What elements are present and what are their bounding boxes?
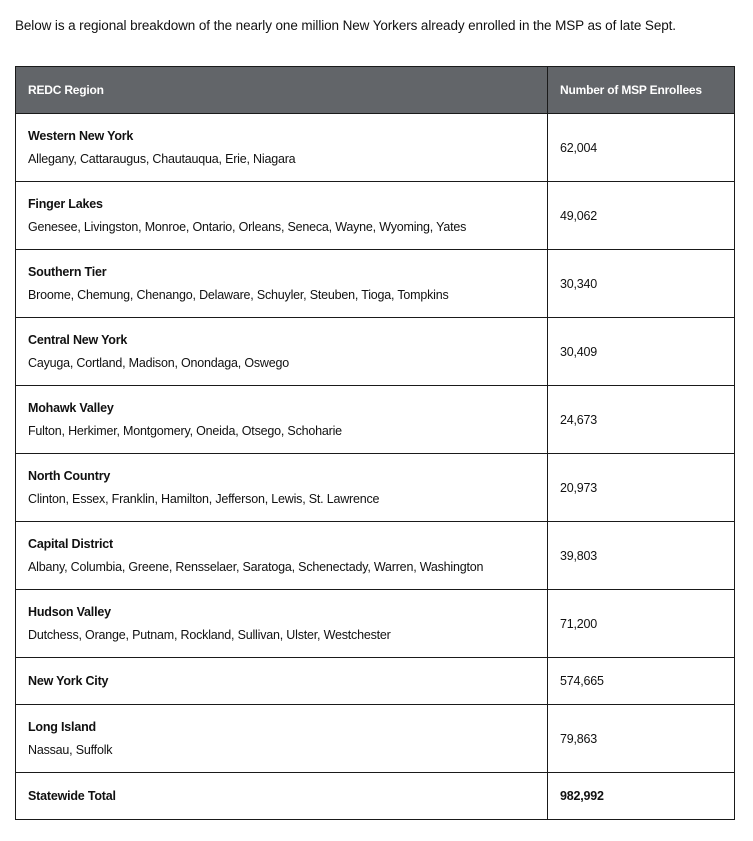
region-cell [16,454,548,522]
enrollees-cell [548,250,735,318]
table-row [16,386,735,454]
enrollees-cell [548,454,735,522]
region-counties: Fulton, Herkimer, Montgomery, Oneida, Otsego, Schoharie [28,424,342,438]
enrollee-count: 20,973 [560,480,598,495]
enrollee-count: 71,200 [560,616,598,631]
intro-paragraph: Below is a regional breakdown of the nearly one million New Yorkers already enrolled in the MSP as of late Sept. [15,18,676,33]
region-name: New York City [28,674,109,688]
table-row [16,318,735,386]
region-cell [16,250,548,318]
enrollee-count: 30,340 [560,276,598,291]
region-counties: Allegany, Cattaraugus, Chautauqua, Erie, Niagara [28,152,296,166]
header-redc-region: REDC Region [16,67,548,114]
region-cell [16,182,548,250]
enrollees-cell [548,590,735,658]
region-counties: Broome, Chemung, Chenango, Delaware, Schuyler, Steuben, Tioga, Tompkins [28,288,449,302]
total-label-cell [16,773,548,820]
enrollee-count: 39,803 [560,548,598,563]
region-cell [16,318,548,386]
region-counties: Dutchess, Orange, Putnam, Rockland, Sullivan, Ulster, Westchester [28,628,391,642]
enrollees-cell [548,705,735,773]
table-row [16,454,735,522]
table-row [16,182,735,250]
table-row [16,250,735,318]
table-row [16,522,735,590]
enrollee-count: 24,673 [560,412,598,427]
enrollees-cell [548,386,735,454]
region-cell [16,522,548,590]
enrollee-count: 79,863 [560,731,598,746]
total-row [16,773,735,820]
region-cell [16,658,548,705]
table-header-row [16,67,735,114]
region-counties: Albany, Columbia, Greene, Rensselaer, Saratoga, Schenectady, Warren, Washington [28,560,484,574]
region-name: Central New York [28,333,128,347]
region-cell [16,590,548,658]
region-cell [16,114,548,182]
region-name: Western New York [28,129,134,143]
enrollee-count: 49,062 [560,208,598,223]
region-counties: Nassau, Suffolk [28,743,113,757]
region-counties: Clinton, Essex, Franklin, Hamilton, Jefferson, Lewis, St. Lawrence [28,492,380,506]
enrollee-count: 574,665 [560,674,604,688]
table-row [16,590,735,658]
enrollee-count: 30,409 [560,344,598,359]
region-counties: Cayuga, Cortland, Madison, Onondaga, Oswego [28,356,290,370]
enrollee-count: 62,004 [560,140,598,155]
header-msp-enrollees: Number of MSP Enrollees [548,67,735,114]
enrollees-cell [548,658,735,705]
table-row [16,705,735,773]
region-name: Southern Tier [28,265,107,279]
region-name: North Country [28,469,111,483]
enrollees-cell [548,182,735,250]
enrollees-cell [548,318,735,386]
msp-enrollment-table [15,66,735,820]
total-enrollee-count: 982,992 [560,789,604,803]
region-counties: Genesee, Livingston, Monroe, Ontario, Orleans, Seneca, Wayne, Wyoming, Yates [28,220,467,234]
region-cell [16,386,548,454]
region-name: Hudson Valley [28,605,111,619]
region-name: Capital District [28,537,114,551]
region-cell [16,705,548,773]
region-name: Finger Lakes [28,197,103,211]
region-name: Long Island [28,720,96,734]
total-value-cell [548,773,735,820]
region-name: Mohawk Valley [28,401,114,415]
table-row [16,658,735,705]
enrollees-cell [548,522,735,590]
enrollees-cell [548,114,735,182]
table-row [16,114,735,182]
total-label: Statewide Total [28,789,116,803]
